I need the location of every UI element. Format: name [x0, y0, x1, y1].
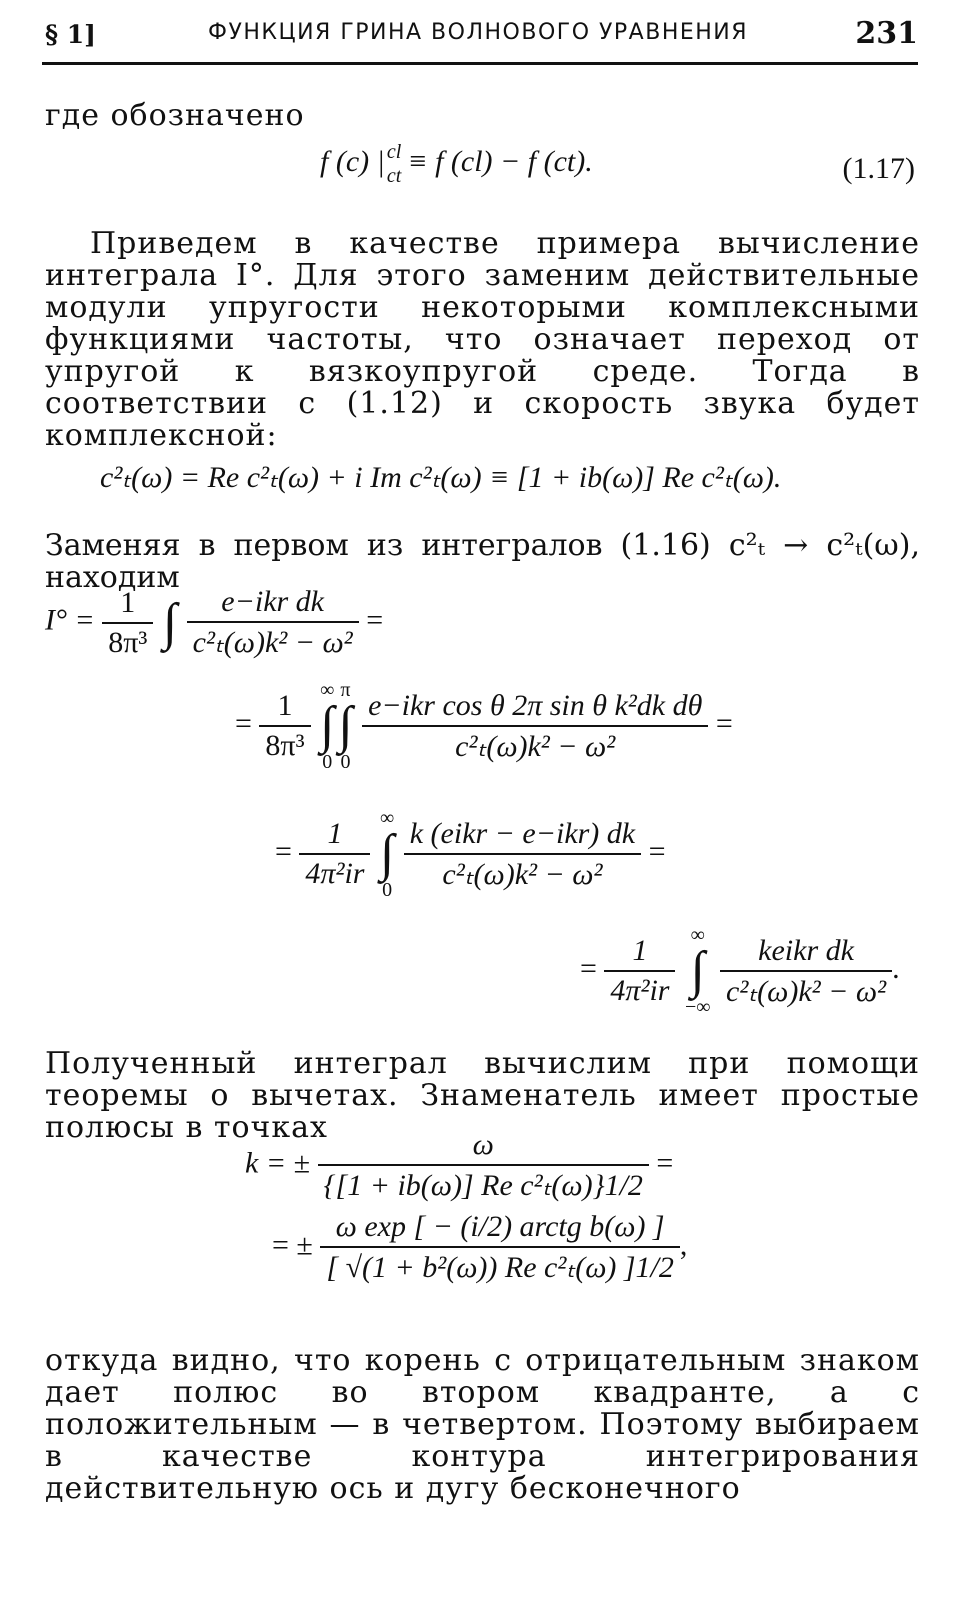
- int-symbol: ∫: [690, 942, 705, 999]
- denominator: c²ₜ(ω)k² − ω²: [720, 970, 892, 1009]
- upper-limit: π: [340, 679, 351, 701]
- integral-sign-full-line: [685, 925, 711, 1017]
- numerator: ω: [472, 1128, 494, 1161]
- equals: =: [648, 834, 666, 868]
- equals: =: [715, 706, 733, 740]
- integral-sign-theta-inner: [338, 680, 352, 772]
- lower-limit: −∞: [684, 996, 711, 1018]
- numerator: keikr dk: [758, 933, 854, 967]
- i0-lhs: I° =: [45, 603, 95, 637]
- numerator: 1: [120, 585, 136, 619]
- equals: =: [235, 706, 252, 740]
- lower-limit: 0: [340, 751, 351, 773]
- paragraph-substitution: Заменяя в первом из интегралов (1.16) c²ₜ → c²ₜ(ω), находим: [45, 528, 920, 595]
- eq-1-17-lhs: f (c) |: [320, 144, 385, 178]
- integral-sign: [162, 593, 178, 651]
- paragraph-residues: Полученный интеграл вычислим при помощи теоремы о вычетах. Знаменатель имеет простые полюсы в точках: [45, 1046, 920, 1145]
- section-marker: § 1]: [45, 20, 97, 49]
- denominator: [ √(1 + b²(ω)) Re c²ₜ(ω) ]1/2: [320, 1246, 680, 1285]
- equals-pm: = ±: [272, 1228, 313, 1262]
- header-rule: [42, 62, 918, 65]
- denominator: c²ₜ(ω)k² − ω²: [187, 621, 359, 660]
- equals: =: [366, 603, 384, 637]
- denominator: 8π³: [259, 725, 310, 763]
- upper-limit: ∞: [320, 679, 335, 701]
- paragraph-complex-moduli: Приведем в качестве примера вычисление интеграла I°. Для этого заменим действительные модули упругости некоторыми комплексными функциями частоты, что означает переход от упругой к вязкоупругой среде. Тогда в соответствии с (1.12) и скорость звука будет комплексной:: [45, 226, 920, 453]
- integral-line-1: [45, 585, 383, 660]
- numerator: e−ikr cos θ 2π sin θ k²dk dθ: [368, 688, 703, 722]
- eq-1-17-upper: cl: [386, 141, 402, 163]
- integral-line-3: [275, 808, 666, 900]
- paragraph-contour: откуда видно, что корень с отрицательным знаком дает полюс во втором квадранте, а с положительным — в четвертом. Поэтому выбираем в качестве контура интегрирования действительную ось и дугу бесконечного: [45, 1343, 920, 1506]
- paragraph-intro: где обозначено: [45, 98, 305, 133]
- final-dot: .: [892, 951, 900, 985]
- complex-speed-formula: c²ₜ(ω) = Re c²ₜ(ω) + i Im c²ₜ(ω) ≡ [1 + ib(ω)] Re c²ₜ(ω).: [100, 461, 782, 494]
- integrand-2: [362, 689, 708, 764]
- lower-limit: 0: [322, 751, 333, 773]
- equation-number: (1.17): [842, 152, 915, 185]
- pole-fraction-2: [320, 1210, 680, 1285]
- denominator: c²ₜ(ω)k² − ω²: [362, 725, 708, 764]
- eq-1-17-rhs: ≡ f (cl) − f (ct).: [407, 144, 593, 178]
- frac-1-8pi3: [102, 586, 153, 660]
- poles-line-1: [245, 1128, 673, 1203]
- int-symbol: ∫: [162, 593, 178, 651]
- integrand-1: [187, 585, 359, 660]
- equation-complex-speed: [100, 460, 781, 495]
- frac-1-4pi2ir: [299, 817, 370, 891]
- numerator: k (eikr − e−ikr) dk: [409, 816, 636, 850]
- integral-sign-0-inf: [380, 808, 394, 900]
- equals: =: [656, 1146, 674, 1180]
- numerator: e−ikr dk: [221, 585, 324, 618]
- integrand-4: [720, 934, 892, 1009]
- integral-line-4: [580, 925, 900, 1017]
- int-symbol: ∫: [338, 697, 353, 754]
- page-header: [0, 0, 970, 70]
- numerator: 1: [632, 934, 648, 967]
- integral-line-2: [235, 680, 733, 772]
- frac-1-8pi3: [259, 689, 310, 763]
- lower-limit: 0: [382, 879, 393, 901]
- integral-sign-theta-outer: [320, 680, 334, 772]
- equation-1-17: [320, 140, 593, 188]
- poles-line-2: [272, 1210, 687, 1285]
- upper-limit: ∞: [379, 807, 395, 829]
- k-lhs: k = ±: [245, 1146, 311, 1180]
- equals: =: [275, 834, 292, 868]
- int-symbol: ∫: [379, 825, 395, 882]
- denominator: 4π²ir: [604, 970, 675, 1008]
- comma: ,: [679, 1228, 688, 1262]
- integrand-3: [404, 817, 641, 892]
- int-symbol: ∫: [320, 697, 335, 754]
- denominator: {[1 + ib(ω)] Re c²ₜ(ω)}1/2: [318, 1164, 649, 1203]
- equals: =: [580, 951, 597, 985]
- eq-1-17-limits: [387, 140, 401, 188]
- numerator: 1: [327, 817, 343, 850]
- eq-1-17-lower: ct: [386, 165, 402, 187]
- denominator: c²ₜ(ω)k² − ω²: [404, 853, 641, 892]
- running-title: ФУНКЦИЯ ГРИНА ВОЛНОВОГО УРАВНЕНИЯ: [208, 20, 749, 45]
- page-number: 231: [855, 16, 918, 51]
- pole-fraction-1: [318, 1128, 649, 1203]
- denominator: 8π³: [102, 622, 153, 660]
- numerator: ω exp [ − (i/2) arctg b(ω) ]: [335, 1210, 665, 1243]
- frac-1-4pi2ir: [604, 934, 675, 1008]
- denominator: 4π²ir: [299, 853, 370, 891]
- upper-limit: ∞: [690, 924, 705, 946]
- numerator: 1: [277, 689, 293, 722]
